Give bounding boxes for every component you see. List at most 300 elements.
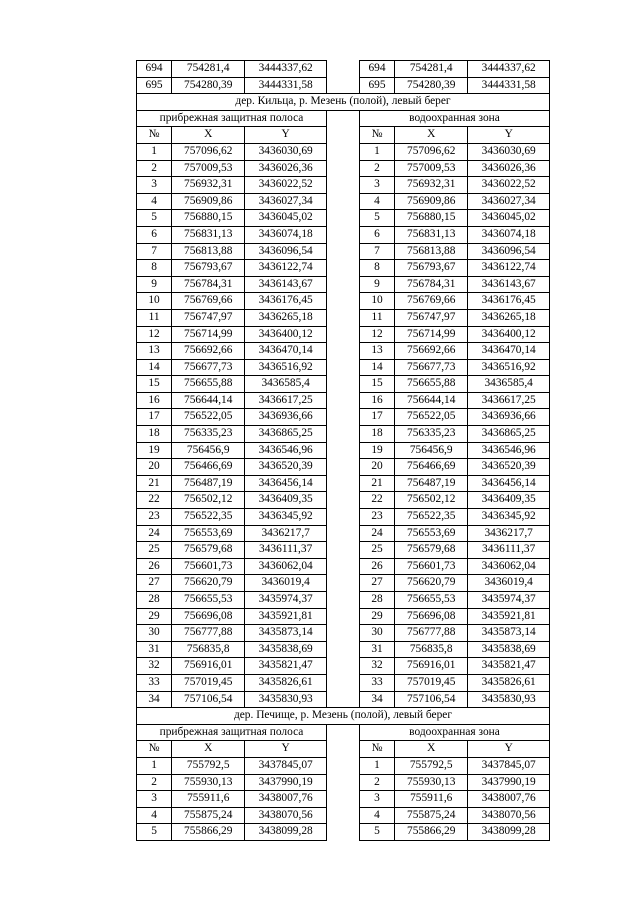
column-gap	[326, 426, 359, 443]
y-header: Y	[468, 127, 550, 144]
table-row	[137, 608, 550, 625]
x-cell: 756522,35	[172, 509, 245, 526]
column-gap	[326, 193, 359, 210]
x-cell: 756456,9	[395, 442, 468, 459]
number-cell: 9	[359, 276, 394, 293]
column-gap	[326, 542, 359, 559]
y-cell: 3438007,76	[468, 791, 550, 808]
table-row	[137, 791, 550, 808]
table-row	[137, 757, 550, 774]
number-cell: 15	[359, 376, 394, 393]
table-row	[137, 641, 550, 658]
x-cell: 756601,73	[172, 558, 245, 575]
y-header: Y	[468, 741, 550, 758]
y-cell: 3436585,4	[245, 376, 327, 393]
x-cell: 756793,67	[395, 260, 468, 277]
y-cell: 3437845,07	[245, 757, 327, 774]
number-cell: 24	[359, 525, 394, 542]
x-cell: 756835,8	[395, 641, 468, 658]
number-cell: 15	[137, 376, 172, 393]
number-cell: 5	[137, 824, 172, 841]
number-header: №	[137, 127, 172, 144]
number-cell: 3	[137, 791, 172, 808]
y-cell: 3436062,04	[468, 558, 550, 575]
column-gap	[326, 757, 359, 774]
column-gap	[326, 475, 359, 492]
x-cell: 756601,73	[395, 558, 468, 575]
number-cell: 2	[359, 774, 394, 791]
number-cell: 13	[137, 343, 172, 360]
number-cell: 29	[137, 608, 172, 625]
x-cell: 755930,13	[172, 774, 245, 791]
number-cell: 4	[137, 193, 172, 210]
table-row	[137, 293, 550, 310]
column-gap	[326, 343, 359, 360]
y-cell: 3436516,92	[245, 359, 327, 376]
number-cell: 16	[137, 392, 172, 409]
x-cell: 756769,66	[395, 293, 468, 310]
number-cell: 7	[137, 243, 172, 260]
coordinates-table-body	[137, 61, 550, 841]
x-cell: 754281,4	[395, 61, 468, 78]
number-cell: 11	[359, 309, 394, 326]
column-gap	[326, 459, 359, 476]
number-cell: 8	[137, 260, 172, 277]
number-cell: 1	[359, 757, 394, 774]
number-cell: 32	[137, 658, 172, 675]
number-cell: 17	[137, 409, 172, 426]
x-cell: 754280,39	[395, 77, 468, 94]
table-row	[137, 143, 550, 160]
table-row	[137, 807, 550, 824]
y-cell: 3436865,25	[245, 426, 327, 443]
y-cell: 3435826,61	[468, 674, 550, 691]
x-cell: 756466,69	[395, 459, 468, 476]
number-cell: 5	[359, 210, 394, 227]
number-cell: 20	[137, 459, 172, 476]
x-cell: 754280,39	[172, 77, 245, 94]
x-cell: 756784,31	[172, 276, 245, 293]
number-cell: 24	[137, 525, 172, 542]
number-cell: 2	[137, 160, 172, 177]
x-cell: 757019,45	[172, 674, 245, 691]
y-cell: 3436520,39	[245, 459, 327, 476]
x-cell: 756466,69	[172, 459, 245, 476]
caption-row	[137, 724, 550, 741]
y-cell: 3435821,47	[245, 658, 327, 675]
y-cell: 3436122,74	[468, 260, 550, 277]
table-row	[137, 558, 550, 575]
number-cell: 31	[137, 641, 172, 658]
number-cell: 32	[359, 658, 394, 675]
y-cell: 3438070,56	[245, 807, 327, 824]
column-gap	[326, 110, 359, 127]
y-cell: 3436617,25	[245, 392, 327, 409]
number-cell: 14	[137, 359, 172, 376]
column-gap	[326, 61, 359, 78]
x-cell: 756655,53	[172, 592, 245, 609]
number-cell: 23	[359, 509, 394, 526]
y-cell: 3436936,66	[245, 409, 327, 426]
number-cell: 17	[359, 409, 394, 426]
y-cell: 3437990,19	[245, 774, 327, 791]
y-cell: 3436456,14	[245, 475, 327, 492]
y-cell: 3436409,35	[468, 492, 550, 509]
y-cell: 3436026,36	[245, 160, 327, 177]
number-cell: 2	[137, 774, 172, 791]
x-cell: 755792,5	[395, 757, 468, 774]
x-cell: 756655,88	[172, 376, 245, 393]
y-cell: 3436217,7	[468, 525, 550, 542]
x-cell: 755866,29	[395, 824, 468, 841]
x-cell: 755875,24	[172, 807, 245, 824]
number-cell: 34	[359, 691, 394, 708]
number-cell: 18	[137, 426, 172, 443]
table-row	[137, 525, 550, 542]
table-row	[137, 674, 550, 691]
x-cell: 756793,67	[172, 260, 245, 277]
x-cell: 757009,53	[172, 160, 245, 177]
x-cell: 756522,05	[172, 409, 245, 426]
column-gap	[326, 359, 359, 376]
table-row	[137, 177, 550, 194]
number-cell: 29	[359, 608, 394, 625]
number-cell: 26	[359, 558, 394, 575]
column-gap	[326, 326, 359, 343]
table-row	[137, 509, 550, 526]
y-cell: 3436045,02	[245, 210, 327, 227]
x-cell: 756916,01	[395, 658, 468, 675]
x-cell: 756880,15	[172, 210, 245, 227]
column-gap	[326, 243, 359, 260]
table-row	[137, 691, 550, 708]
x-header: X	[395, 127, 468, 144]
x-cell: 755911,6	[172, 791, 245, 808]
header-row	[137, 127, 550, 144]
column-gap	[326, 674, 359, 691]
x-cell: 756487,19	[395, 475, 468, 492]
section-title: дер. Печище, р. Мезень (полой), левый берег	[137, 708, 550, 725]
x-cell: 756335,23	[395, 426, 468, 443]
number-cell: 694	[137, 61, 172, 78]
x-cell: 757096,62	[395, 143, 468, 160]
number-cell: 18	[359, 426, 394, 443]
number-cell: 16	[359, 392, 394, 409]
y-cell: 3435838,69	[245, 641, 327, 658]
y-cell: 3436265,18	[468, 309, 550, 326]
right-caption: водоохранная зона	[359, 110, 549, 127]
x-cell: 756522,05	[395, 409, 468, 426]
x-cell: 756579,68	[395, 542, 468, 559]
number-cell: 5	[137, 210, 172, 227]
number-cell: 22	[359, 492, 394, 509]
y-cell: 3436143,67	[468, 276, 550, 293]
y-cell: 3444337,62	[468, 61, 550, 78]
y-cell: 3435830,93	[245, 691, 327, 708]
table-row	[137, 492, 550, 509]
column-gap	[326, 226, 359, 243]
y-cell: 3436546,96	[245, 442, 327, 459]
number-cell: 34	[137, 691, 172, 708]
x-cell: 754281,4	[172, 61, 245, 78]
y-cell: 3435821,47	[468, 658, 550, 675]
caption-row	[137, 110, 550, 127]
table-row	[137, 376, 550, 393]
number-cell: 27	[359, 575, 394, 592]
x-cell: 756880,15	[395, 210, 468, 227]
x-header: X	[395, 741, 468, 758]
y-cell: 3436062,04	[245, 558, 327, 575]
column-gap	[326, 160, 359, 177]
column-gap	[326, 77, 359, 94]
number-cell: 28	[137, 592, 172, 609]
x-cell: 756677,73	[172, 359, 245, 376]
y-cell: 3436096,54	[245, 243, 327, 260]
table-row	[137, 542, 550, 559]
number-cell: 31	[359, 641, 394, 658]
number-cell: 33	[359, 674, 394, 691]
x-cell: 756677,73	[395, 359, 468, 376]
x-cell: 756784,31	[395, 276, 468, 293]
number-cell: 23	[137, 509, 172, 526]
y-cell: 3436143,67	[245, 276, 327, 293]
x-cell: 757009,53	[395, 160, 468, 177]
column-gap	[326, 525, 359, 542]
left-caption: прибрежная защитная полоса	[137, 110, 327, 127]
y-cell: 3444337,62	[245, 61, 327, 78]
table-row	[137, 226, 550, 243]
x-cell: 756692,66	[172, 343, 245, 360]
column-gap	[326, 575, 359, 592]
number-cell: 10	[137, 293, 172, 310]
column-gap	[326, 774, 359, 791]
column-gap	[326, 143, 359, 160]
table-row	[137, 575, 550, 592]
number-cell: 26	[137, 558, 172, 575]
table-row	[137, 276, 550, 293]
y-cell: 3436026,36	[468, 160, 550, 177]
y-cell: 3436111,37	[468, 542, 550, 559]
y-cell: 3436074,18	[245, 226, 327, 243]
x-cell: 756714,99	[395, 326, 468, 343]
column-gap	[326, 409, 359, 426]
table-row	[137, 160, 550, 177]
y-cell: 3436456,14	[468, 475, 550, 492]
table-row	[137, 409, 550, 426]
number-cell: 13	[359, 343, 394, 360]
column-gap	[326, 741, 359, 758]
number-cell: 4	[359, 193, 394, 210]
x-cell: 756487,19	[172, 475, 245, 492]
y-cell: 3436217,7	[245, 525, 327, 542]
x-cell: 757106,54	[172, 691, 245, 708]
column-gap	[326, 177, 359, 194]
y-cell: 3435873,14	[468, 625, 550, 642]
x-cell: 756579,68	[172, 542, 245, 559]
table-row	[137, 77, 550, 94]
x-cell: 756655,88	[395, 376, 468, 393]
y-cell: 3436520,39	[468, 459, 550, 476]
column-gap	[326, 558, 359, 575]
table-row	[137, 260, 550, 277]
right-caption: водоохранная зона	[359, 724, 549, 741]
number-cell: 695	[359, 77, 394, 94]
number-cell: 4	[137, 807, 172, 824]
column-gap	[326, 658, 359, 675]
table-row	[137, 658, 550, 675]
column-gap	[326, 276, 359, 293]
column-gap	[326, 293, 359, 310]
x-cell: 756655,53	[395, 592, 468, 609]
y-cell: 3436111,37	[245, 542, 327, 559]
column-gap	[326, 625, 359, 642]
y-cell: 3435873,14	[245, 625, 327, 642]
y-cell: 3436345,92	[468, 509, 550, 526]
x-cell: 756696,08	[395, 608, 468, 625]
y-cell: 3436019,4	[468, 575, 550, 592]
y-cell: 3436019,4	[245, 575, 327, 592]
number-cell: 27	[137, 575, 172, 592]
number-cell: 12	[359, 326, 394, 343]
y-cell: 3444331,58	[468, 77, 550, 94]
number-cell: 2	[359, 160, 394, 177]
y-cell: 3435826,61	[245, 674, 327, 691]
column-gap	[326, 691, 359, 708]
number-cell: 3	[359, 177, 394, 194]
x-cell: 755792,5	[172, 757, 245, 774]
y-cell: 3436176,45	[468, 293, 550, 310]
column-gap	[326, 724, 359, 741]
column-gap	[326, 260, 359, 277]
x-header: X	[172, 127, 245, 144]
x-cell: 756620,79	[395, 575, 468, 592]
y-cell: 3436027,34	[468, 193, 550, 210]
number-cell: 30	[359, 625, 394, 642]
number-cell: 8	[359, 260, 394, 277]
column-gap	[326, 592, 359, 609]
y-cell: 3435921,81	[468, 608, 550, 625]
x-cell: 756335,23	[172, 426, 245, 443]
column-gap	[326, 791, 359, 808]
number-cell: 7	[359, 243, 394, 260]
number-cell: 30	[137, 625, 172, 642]
table-row	[137, 442, 550, 459]
y-cell: 3436585,4	[468, 376, 550, 393]
x-cell: 756813,88	[395, 243, 468, 260]
x-cell: 756620,79	[172, 575, 245, 592]
number-cell: 25	[359, 542, 394, 559]
x-cell: 756692,66	[395, 343, 468, 360]
x-cell: 756553,69	[172, 525, 245, 542]
header-row	[137, 741, 550, 758]
x-cell: 755911,6	[395, 791, 468, 808]
number-cell: 25	[137, 542, 172, 559]
number-cell: 33	[137, 674, 172, 691]
column-gap	[326, 442, 359, 459]
number-cell: 6	[137, 226, 172, 243]
number-cell: 11	[137, 309, 172, 326]
y-header: Y	[245, 741, 327, 758]
table-row	[137, 592, 550, 609]
x-cell: 756502,12	[172, 492, 245, 509]
y-cell: 3436074,18	[468, 226, 550, 243]
y-cell: 3435974,37	[245, 592, 327, 609]
x-cell: 756644,14	[172, 392, 245, 409]
y-cell: 3437845,07	[468, 757, 550, 774]
y-cell: 3436546,96	[468, 442, 550, 459]
y-cell: 3436936,66	[468, 409, 550, 426]
table-row	[137, 392, 550, 409]
x-cell: 756813,88	[172, 243, 245, 260]
y-cell: 3436022,52	[245, 177, 327, 194]
column-gap	[326, 210, 359, 227]
y-cell: 3436030,69	[468, 143, 550, 160]
x-cell: 756835,8	[172, 641, 245, 658]
number-cell: 28	[359, 592, 394, 609]
y-cell: 3436022,52	[468, 177, 550, 194]
table-row	[137, 309, 550, 326]
x-cell: 756696,08	[172, 608, 245, 625]
column-gap	[326, 807, 359, 824]
y-cell: 3436617,25	[468, 392, 550, 409]
number-cell: 4	[359, 807, 394, 824]
column-gap	[326, 509, 359, 526]
x-cell: 756909,86	[395, 193, 468, 210]
number-cell: 1	[137, 143, 172, 160]
number-cell: 21	[359, 475, 394, 492]
number-cell: 6	[359, 226, 394, 243]
table-row	[137, 61, 550, 78]
x-cell: 756831,13	[172, 226, 245, 243]
x-cell: 756777,88	[172, 625, 245, 642]
x-cell: 757019,45	[395, 674, 468, 691]
x-cell: 756522,35	[395, 509, 468, 526]
x-cell: 756644,14	[395, 392, 468, 409]
table-row	[137, 426, 550, 443]
y-cell: 3436400,12	[245, 326, 327, 343]
column-gap	[326, 641, 359, 658]
table-row	[137, 359, 550, 376]
y-header: Y	[245, 127, 327, 144]
number-cell: 9	[137, 276, 172, 293]
y-cell: 3438099,28	[245, 824, 327, 841]
column-gap	[326, 127, 359, 144]
x-cell: 756714,99	[172, 326, 245, 343]
column-gap	[326, 608, 359, 625]
y-cell: 3435838,69	[468, 641, 550, 658]
number-cell: 19	[359, 442, 394, 459]
y-cell: 3436516,92	[468, 359, 550, 376]
number-cell: 3	[359, 791, 394, 808]
left-caption: прибрежная защитная полоса	[137, 724, 327, 741]
y-cell: 3436865,25	[468, 426, 550, 443]
y-cell: 3435974,37	[468, 592, 550, 609]
x-cell: 756932,31	[395, 177, 468, 194]
coordinates-table	[136, 60, 550, 841]
column-gap	[326, 309, 359, 326]
y-cell: 3436027,34	[245, 193, 327, 210]
table-row	[137, 343, 550, 360]
table-row	[137, 774, 550, 791]
y-cell: 3436409,35	[245, 492, 327, 509]
column-gap	[326, 824, 359, 841]
number-cell: 19	[137, 442, 172, 459]
table-row	[137, 243, 550, 260]
x-cell: 756909,86	[172, 193, 245, 210]
x-header: X	[172, 741, 245, 758]
number-cell: 20	[359, 459, 394, 476]
x-cell: 756747,97	[395, 309, 468, 326]
